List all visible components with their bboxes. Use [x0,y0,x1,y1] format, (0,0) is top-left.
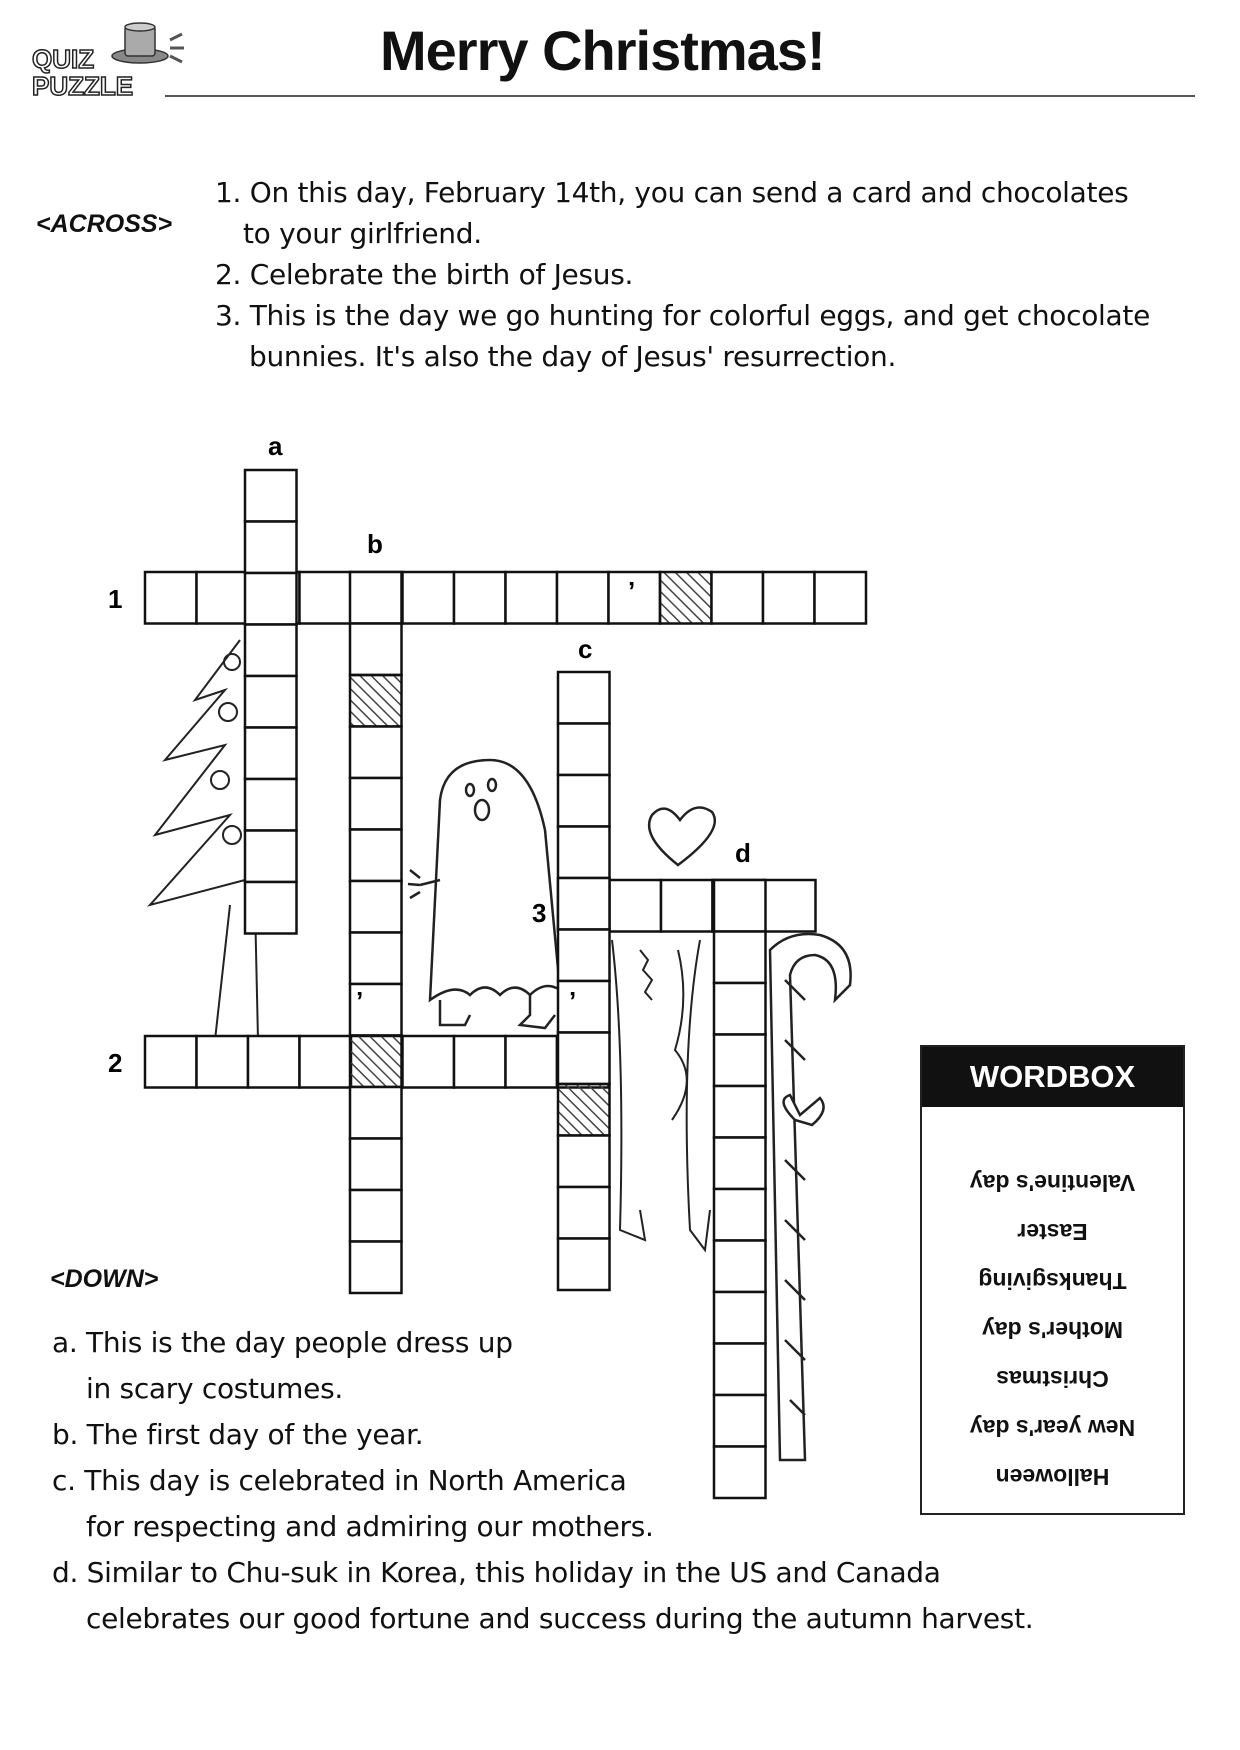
across-clue-1-line-2: to your girlfriend. [243,217,482,250]
crossword-cell[interactable] [558,981,610,1033]
crossword-cell[interactable] [350,933,402,985]
wordbox-title: WORDBOX [922,1047,1183,1107]
crossword-cell[interactable] [764,880,816,932]
logo-text-bottom: PUZZLE [32,71,134,98]
girl-drawing-icon [612,940,710,1250]
crossword-cell[interactable] [350,572,402,624]
across-clue-1-line-1: 1. On this day, February 14th, you can send a card and chocolates [215,176,1129,209]
crossword-cell[interactable] [245,779,297,831]
crossword-cell[interactable] [558,672,610,724]
apostrophe-mark-c: ’ [569,986,577,1016]
crossword-cell[interactable] [558,930,610,982]
crossword-cell[interactable] [714,983,766,1035]
wordbox-word: New year's day [969,1415,1136,1441]
page-title: Merry Christmas! [380,19,825,82]
crossword-cell[interactable] [350,624,402,676]
wordbox-word: Mother's day [982,1317,1123,1343]
crossword-cell[interactable] [245,522,297,574]
across-clue-2-line-1: 2. Celebrate the birth of Jesus. [215,258,634,291]
down-clue-c-line-1: c. This day is celebrated in North America [52,1464,627,1497]
down-clue-a-line-2: in scary costumes. [86,1372,343,1405]
down-word-b [350,572,402,1293]
crossword-cell[interactable] [350,1139,402,1191]
crossword-cell[interactable] [558,1033,610,1085]
down-label-b: b [367,529,383,559]
crossword-cell[interactable] [245,470,297,522]
crossword-cell[interactable] [714,1241,766,1293]
crossword-cell[interactable] [350,675,402,727]
wordbox-word: Christmas [996,1366,1109,1392]
wordbox-word: Thanksgiving [978,1268,1127,1294]
crossword-cell[interactable] [712,572,764,624]
crossword-cell[interactable] [763,572,815,624]
across-label: <ACROSS> [36,210,173,238]
crossword-cell[interactable] [454,572,506,624]
crossword-cell[interactable] [558,1239,610,1291]
wordbox [920,1045,1185,1515]
heart-icon [649,808,715,866]
down-clue-a-line-1: a. This is the day people dress up [52,1326,513,1359]
across-clue-3-line-1: 3. This is the day we go hunting for colorful eggs, and get chocolate [215,299,1150,332]
crossword-cell[interactable] [350,1242,402,1294]
apostrophe-mark-b: ’ [356,986,364,1016]
crossword-cell[interactable] [506,572,558,624]
crossword-cell[interactable] [300,572,352,624]
crossword-cell[interactable] [815,572,867,624]
crossword-cell[interactable] [350,1036,402,1088]
across-label-1: 1 [108,584,123,614]
crossword-cell[interactable] [248,1036,300,1088]
crossword-cell[interactable] [300,1036,352,1088]
ghost-icon [408,760,560,1028]
crossword-cell[interactable] [714,1189,766,1241]
crossword-cell[interactable] [197,572,249,624]
wordbox-word: Easter [1017,1219,1088,1245]
down-clue-c [52,1458,1033,1550]
down-clue-b [52,1412,1033,1458]
wordbox-word: Valentine's day [969,1170,1136,1196]
crossword-cell[interactable] [661,880,713,932]
crossword-cell[interactable] [245,573,297,625]
down-clue-b-line-1: b. The first day of the year. [52,1418,424,1451]
down-clue-d-line-2: celebrates our good fortune and success during the autumn harvest. [86,1602,1034,1635]
crossword-cell[interactable] [506,1036,558,1088]
down-clues [52,1320,1033,1642]
down-word-c [558,672,610,1290]
crossword-cell[interactable] [145,572,197,624]
crossword-cell[interactable] [714,1086,766,1138]
crossword-cell[interactable] [557,572,609,624]
down-label-c: c [578,634,593,664]
crossword-cell[interactable] [350,778,402,830]
across-label-3: 3 [532,898,547,928]
crossword-cell[interactable] [245,882,297,934]
logo-text-top: QUIZ [32,44,95,74]
crossword-cell[interactable] [245,728,297,780]
crossword-cell[interactable] [454,1036,506,1088]
crossword-cell[interactable] [245,831,297,883]
crossword-cell[interactable] [245,676,297,728]
crossword-cell[interactable] [197,1036,249,1088]
wordbox-list [922,1107,1183,1513]
crossword-cell[interactable] [350,1087,402,1139]
crossword-cell[interactable] [145,1036,197,1088]
wordbox-word: Halloween [995,1464,1110,1490]
crossword-cell[interactable] [714,1035,766,1087]
crossword-cell[interactable] [350,1190,402,1242]
across-label-2: 2 [108,1048,123,1078]
down-label: <DOWN> [50,1265,159,1293]
down-clue-d [52,1550,1033,1642]
crossword-cell[interactable] [714,1138,766,1190]
crossword-cell[interactable] [610,880,662,932]
crossword-cell[interactable] [558,1136,610,1188]
crossword-cell[interactable] [403,572,455,624]
crossword-cell[interactable] [350,881,402,933]
crossword-cell[interactable] [558,724,610,776]
crossword-cell[interactable] [660,572,712,624]
crossword-cell[interactable] [403,1036,455,1088]
down-clue-a [52,1320,1033,1412]
crossword-cell[interactable] [558,827,610,879]
down-label-a: a [268,431,283,461]
crossword-cell[interactable] [350,727,402,779]
apostrophe-mark-1: ’ [628,576,636,606]
down-label-d: d [735,838,751,868]
down-clue-d-line-1: d. Similar to Chu-suk in Korea, this holiday in the US and Canada [52,1556,941,1589]
crossword-cell[interactable] [245,625,297,677]
down-clue-c-line-2: for respecting and admiring our mothers. [86,1510,654,1543]
crossword-cell[interactable] [558,1187,610,1239]
crossword-cell[interactable] [714,932,766,984]
crossword-cell[interactable] [558,775,610,827]
crossword-cell[interactable] [350,830,402,882]
christmas-tree-icon [150,640,258,1040]
crossword-cell[interactable] [558,1084,610,1136]
across-clue-3-line-2: bunnies. It's also the day of Jesus' resurrection. [249,340,897,373]
crossword-cell[interactable] [558,878,610,930]
crossword-cell[interactable] [714,880,766,932]
down-word-a [245,470,297,934]
